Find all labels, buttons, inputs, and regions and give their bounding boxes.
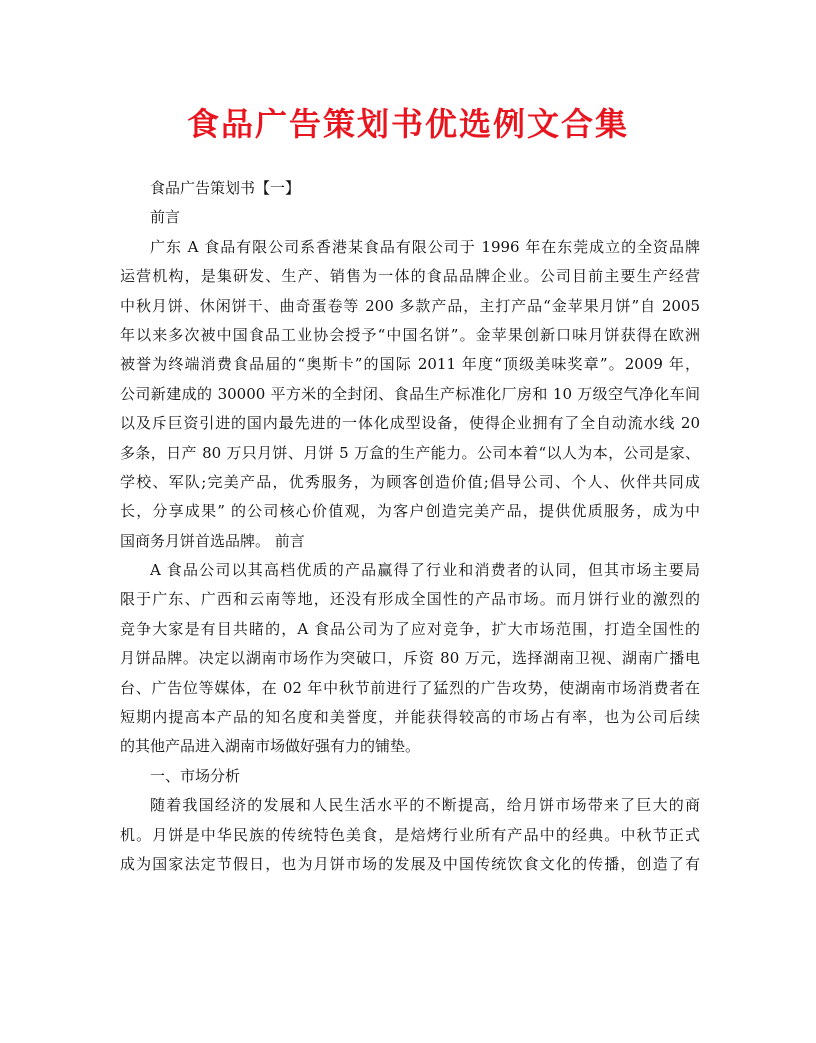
- paragraph-line: 广东 A 食品有限公司系香港某食品有限公司于 1996 年在东莞成立的全资品牌: [150, 237, 700, 256]
- paragraph-line: 运营机构，是集研发、生产、销售为一体的食品品牌企业。公司目前主要生产经营: [120, 267, 700, 286]
- paragraph-line: 随着我国经济的发展和人民生活水平的不断提高，给月饼市场带来了巨大的商: [150, 796, 700, 815]
- paragraph-line: 机。月饼是中华民族的传统特色美食，是焙烤行业所有产品中的经典。中秋节正式: [120, 825, 700, 844]
- paragraph-line: 竞争大家是有目共睹的，A 食品公司为了应对竞争，扩大市场范围，打造全国性的: [120, 619, 700, 638]
- paragraph-line: 月饼品牌。决定以湖南市场作为突破口，斥资 80 万元，选择湖南卫视、湖南广播电: [120, 649, 700, 668]
- paragraph-line: 的其他产品进入湖南市场做好强有力的铺垫。: [120, 737, 421, 756]
- document-body: [120, 174, 700, 879]
- paragraph-line: 短期内提高本产品的知名度和美誉度，并能获得较高的市场占有率，也为公司后续: [120, 708, 700, 727]
- paragraph-line: 多条，日产 80 万只月饼、月饼 5 万盒的生产能力。公司本着“以人为本，公司是家、: [120, 443, 700, 462]
- paragraph-line: 中秋月饼、休闲饼干、曲奇蛋卷等 200 多款产品，主打产品“金苹果月饼”自 2005: [120, 296, 700, 315]
- paragraph-line: 以及斥巨资引进的国内最先进的一体化成型设备，使得企业拥有了全自动流水线 20: [120, 414, 700, 433]
- paragraph-line: 国商务月饼首选品牌。 前言: [120, 531, 305, 550]
- paragraph-line: 学校、军队;完美产品，优秀服务，为顾客创造价值;倡导公司、个人、伙伴共同成: [120, 472, 700, 491]
- paragraph-line: 被誉为终端消费食品届的“奥斯卡”的国际 2011 年度“顶级美味奖章”。2009 年，: [120, 355, 700, 374]
- document-title: 食品广告策划书优选例文合集: [186, 105, 629, 143]
- paragraph-line: 长，分享成果” 的公司核心价值观，为客户创造完美产品，提供优质服务，成为中: [120, 502, 700, 521]
- paragraph-line: A 食品公司以其高档优质的产品赢得了行业和消费者的认同，但其市场主要局: [150, 561, 700, 580]
- paragraph-line: 限于广东、广西和云南等地，还没有形成全国性的产品市场。而月饼行业的激烈的: [120, 590, 700, 609]
- paragraph-line: 成为国家法定节假日，也为月饼市场的发展及中国传统饮食文化的传播，创造了有: [120, 854, 700, 873]
- paragraph-line: 公司新建成的 30000 平方米的全封闭、食品生产标准化厂房和 10 万级空气净化车间: [120, 384, 700, 403]
- subheading-preface: 前言: [150, 208, 181, 227]
- section-heading-market-analysis: 一、市场分析: [150, 766, 241, 785]
- paragraph-line: 台、广告位等媒体，在 02 年中秋节前进行了猛烈的广告攻势，使湖南市场消费者在: [120, 678, 700, 697]
- section-heading: 食品广告策划书【一】: [150, 179, 301, 197]
- paragraph-line: 年以来多次被中国食品工业协会授予“中国名饼”。金苹果创新口味月饼获得在欧洲: [120, 325, 700, 344]
